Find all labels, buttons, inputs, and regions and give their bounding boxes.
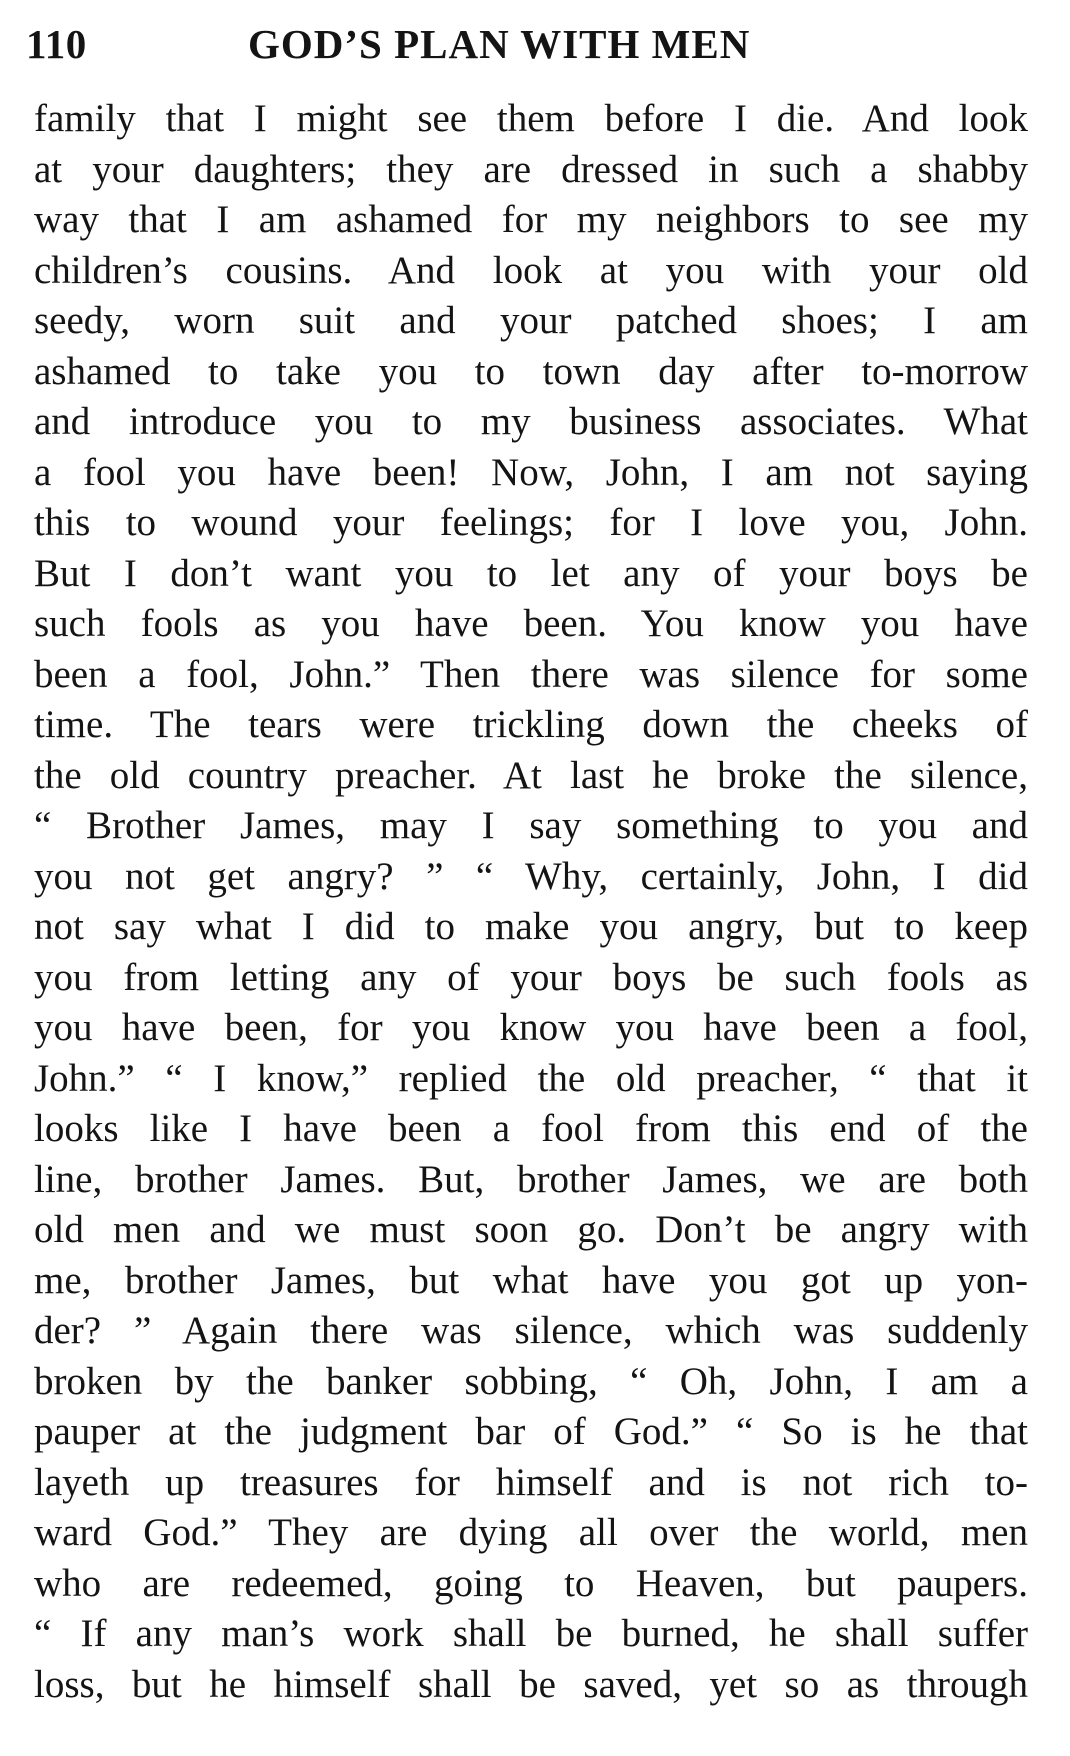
text-line: looks like I have been a fool from this end of the [34,1107,1028,1150]
page-number: 110 [26,21,87,67]
text-line: me, brother James, but what have you got up yon- [34,1258,1028,1302]
text-line: this to wound your feelings; for I love you, John. [34,501,1028,544]
text-line: layeth up treasures for himself and is not rich to- [34,1460,1028,1504]
text-line: and introduce you to my business associates. What [34,400,1028,443]
text-line: loss, but he himself shall be saved, yet so as through [34,1662,1028,1706]
text-line: such fools as you have been. You know you have [34,602,1028,645]
text-line: ashamed to take you to town day after to-morrow [34,349,1028,393]
text-line: time. The tears were trickling down the cheeks of [34,703,1028,746]
text-line: line, brother James. But, brother James, we are both [34,1157,1028,1201]
text-line: pauper at the judgment bar of God.” “ So is he that [34,1410,1028,1453]
text-line: old men and we must soon go. Don’t be angry with [34,1208,1028,1251]
text-line: der? ” Again there was silence, which was suddenly [34,1309,1028,1352]
text-line: way that I am ashamed for my neighbors to see my [34,198,1028,241]
text-line: seedy, worn suit and your patched shoes; I am [34,299,1028,342]
text-line: you from letting any of your boys be such fools as [34,955,1028,999]
text-line: family that I might see them before I die. And look [34,97,1028,140]
text-line: not say what I did to make you angry, but to keep [34,905,1028,948]
text-line: who are redeemed, going to Heaven, but paupers. [34,1561,1028,1605]
text-line: ward God.” They are dying all over the world, men [34,1511,1028,1554]
body-text [34,94,1028,1710]
text-line: But I don’t want you to let any of your boys be [34,551,1028,595]
text-line: children’s cousins. And look at you with your old [34,248,1028,292]
text-line: at your daughters; they are dressed in such a shabby [34,147,1028,191]
text-line: “ If any man’s work shall be burned, he shall suffer [34,1612,1028,1655]
text-line: been a fool, John.” Then there was silence for some [34,652,1028,696]
text-line: the old country preacher. At last he broke the silence, [34,753,1028,797]
text-line: you not get angry? ” “ Why, certainly, John, I did [34,854,1028,898]
text-line: “ Brother James, may I say something to you and [34,804,1028,847]
running-head [26,14,1026,74]
text-line: broken by the banker sobbing, “ Oh, John, I am a [34,1359,1028,1403]
text-line: John.” “ I know,” replied the old preacher, “ that it [34,1056,1028,1100]
text-line: a fool you have been! Now, John, I am not saying [34,450,1028,494]
running-title: GOD’S PLAN WITH MEN [248,21,751,67]
text-line: you have been, for you know you have been a fool, [34,1006,1028,1049]
